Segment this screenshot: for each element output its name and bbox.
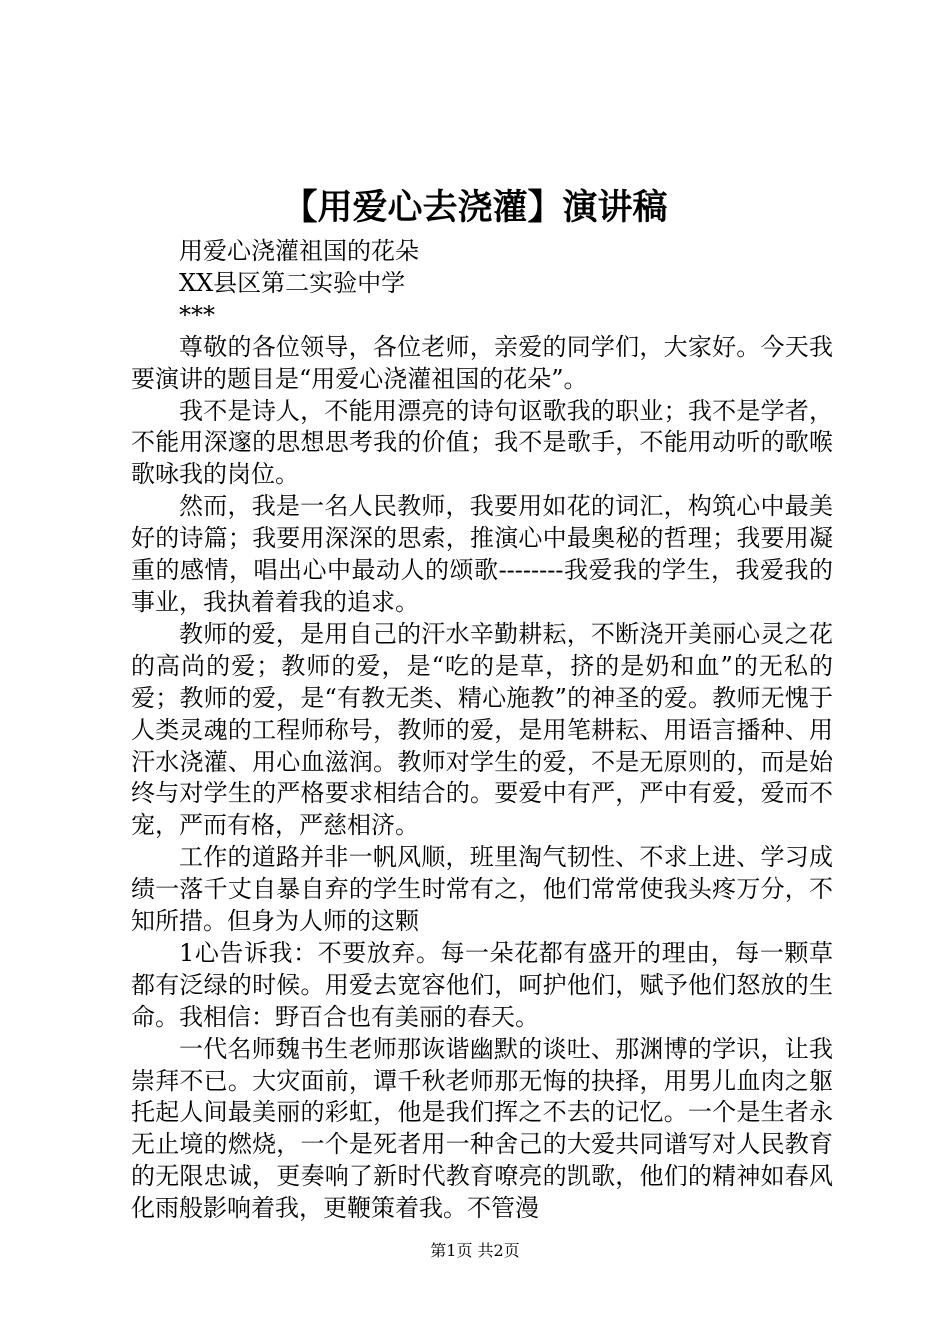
author-placeholder-paragraph: *** [179,300,215,329]
body-paragraph: 工作的道路并非一帆风顺，班里淘气韧性、不求上进、学习成绩一落千丈自暴自弃的学生时常有之，他们常常使我头疼万分，不知所措。但身为人师的这颗 [131,843,833,936]
body-paragraph: 我不是诗人，不能用漂亮的诗句讴歌我的职业；我不是学者，不能用深邃的思想思考我的价值；我不是歌手，不能用动听的歌喉歌咏我的岗位。 [131,396,833,489]
body-paragraph: 1心告诉我：不要放弃。每一朵花都有盛开的理由，每一颗草都有泛绿的时候。用爱去宽容他们，呵护他们，赋予他们怒放的生命。我相信：野百合也有美丽的春天。 [131,938,833,1031]
page-number-footer: 第1页 共2页 [430,1241,520,1260]
subtitle-paragraph: 用爱心浇灌祖国的花朵 [179,237,419,265]
body-paragraph: 尊敬的各位领导，各位老师，亲爱的同学们，大家好。今天我要演讲的题目是“用爱心浇灌祖国的花朵”。 [131,332,833,393]
school-name-paragraph: XX县区第二实验中学 [179,268,406,297]
body-paragraph: 教师的爱，是用自己的汗水辛勤耕耘，不断浇开美丽心灵之花的高尚的爱；教师的爱，是“吃的是草，挤的是奶和血”的无私的爱；教师的爱，是“有教无类、精心施教”的神圣的爱。教师无愧于人类灵魂的工程师称号，教师的爱，是用笔耕耘、用语言播种、用汗水浇灌、用心血滋润。教师对学生的爱，不是无原则的，而是始终与对学生的严格要求相结合的。要爱中有严，严中有爱，爱而不宠，严而有格，严慈相济。 [131,619,833,840]
document-title: 【用爱心去浇灌】演讲稿 [282,187,668,228]
body-paragraph: 然而，我是一名人民教师，我要用如花的词汇，构筑心中最美好的诗篇；我要用深深的思索，推演心中最奥秘的哲理；我要用凝重的感情，唱出心中最动人的颂歌--------我爱我的学生，我爱我的事业，我执着着我的追求。 [131,492,833,616]
document-body [131,236,833,1225]
body-paragraph: 一代名师魏书生老师那诙谐幽默的谈吐、那渊博的学识，让我崇拜不已。大灾面前，谭千秋老师那无悔的抉择，用男儿血肉之躯托起人间最美丽的彩虹，他是我们挥之不去的记忆。一个是生者永无止境的燃烧，一个是死者用一种舍己的大爱共同谱写对人民教育的无限忠诚，更奏响了新时代教育嘹亮的凯歌，他们的精神如春风化雨般影响着我，更鞭策着我。不管漫 [131,1034,833,1223]
